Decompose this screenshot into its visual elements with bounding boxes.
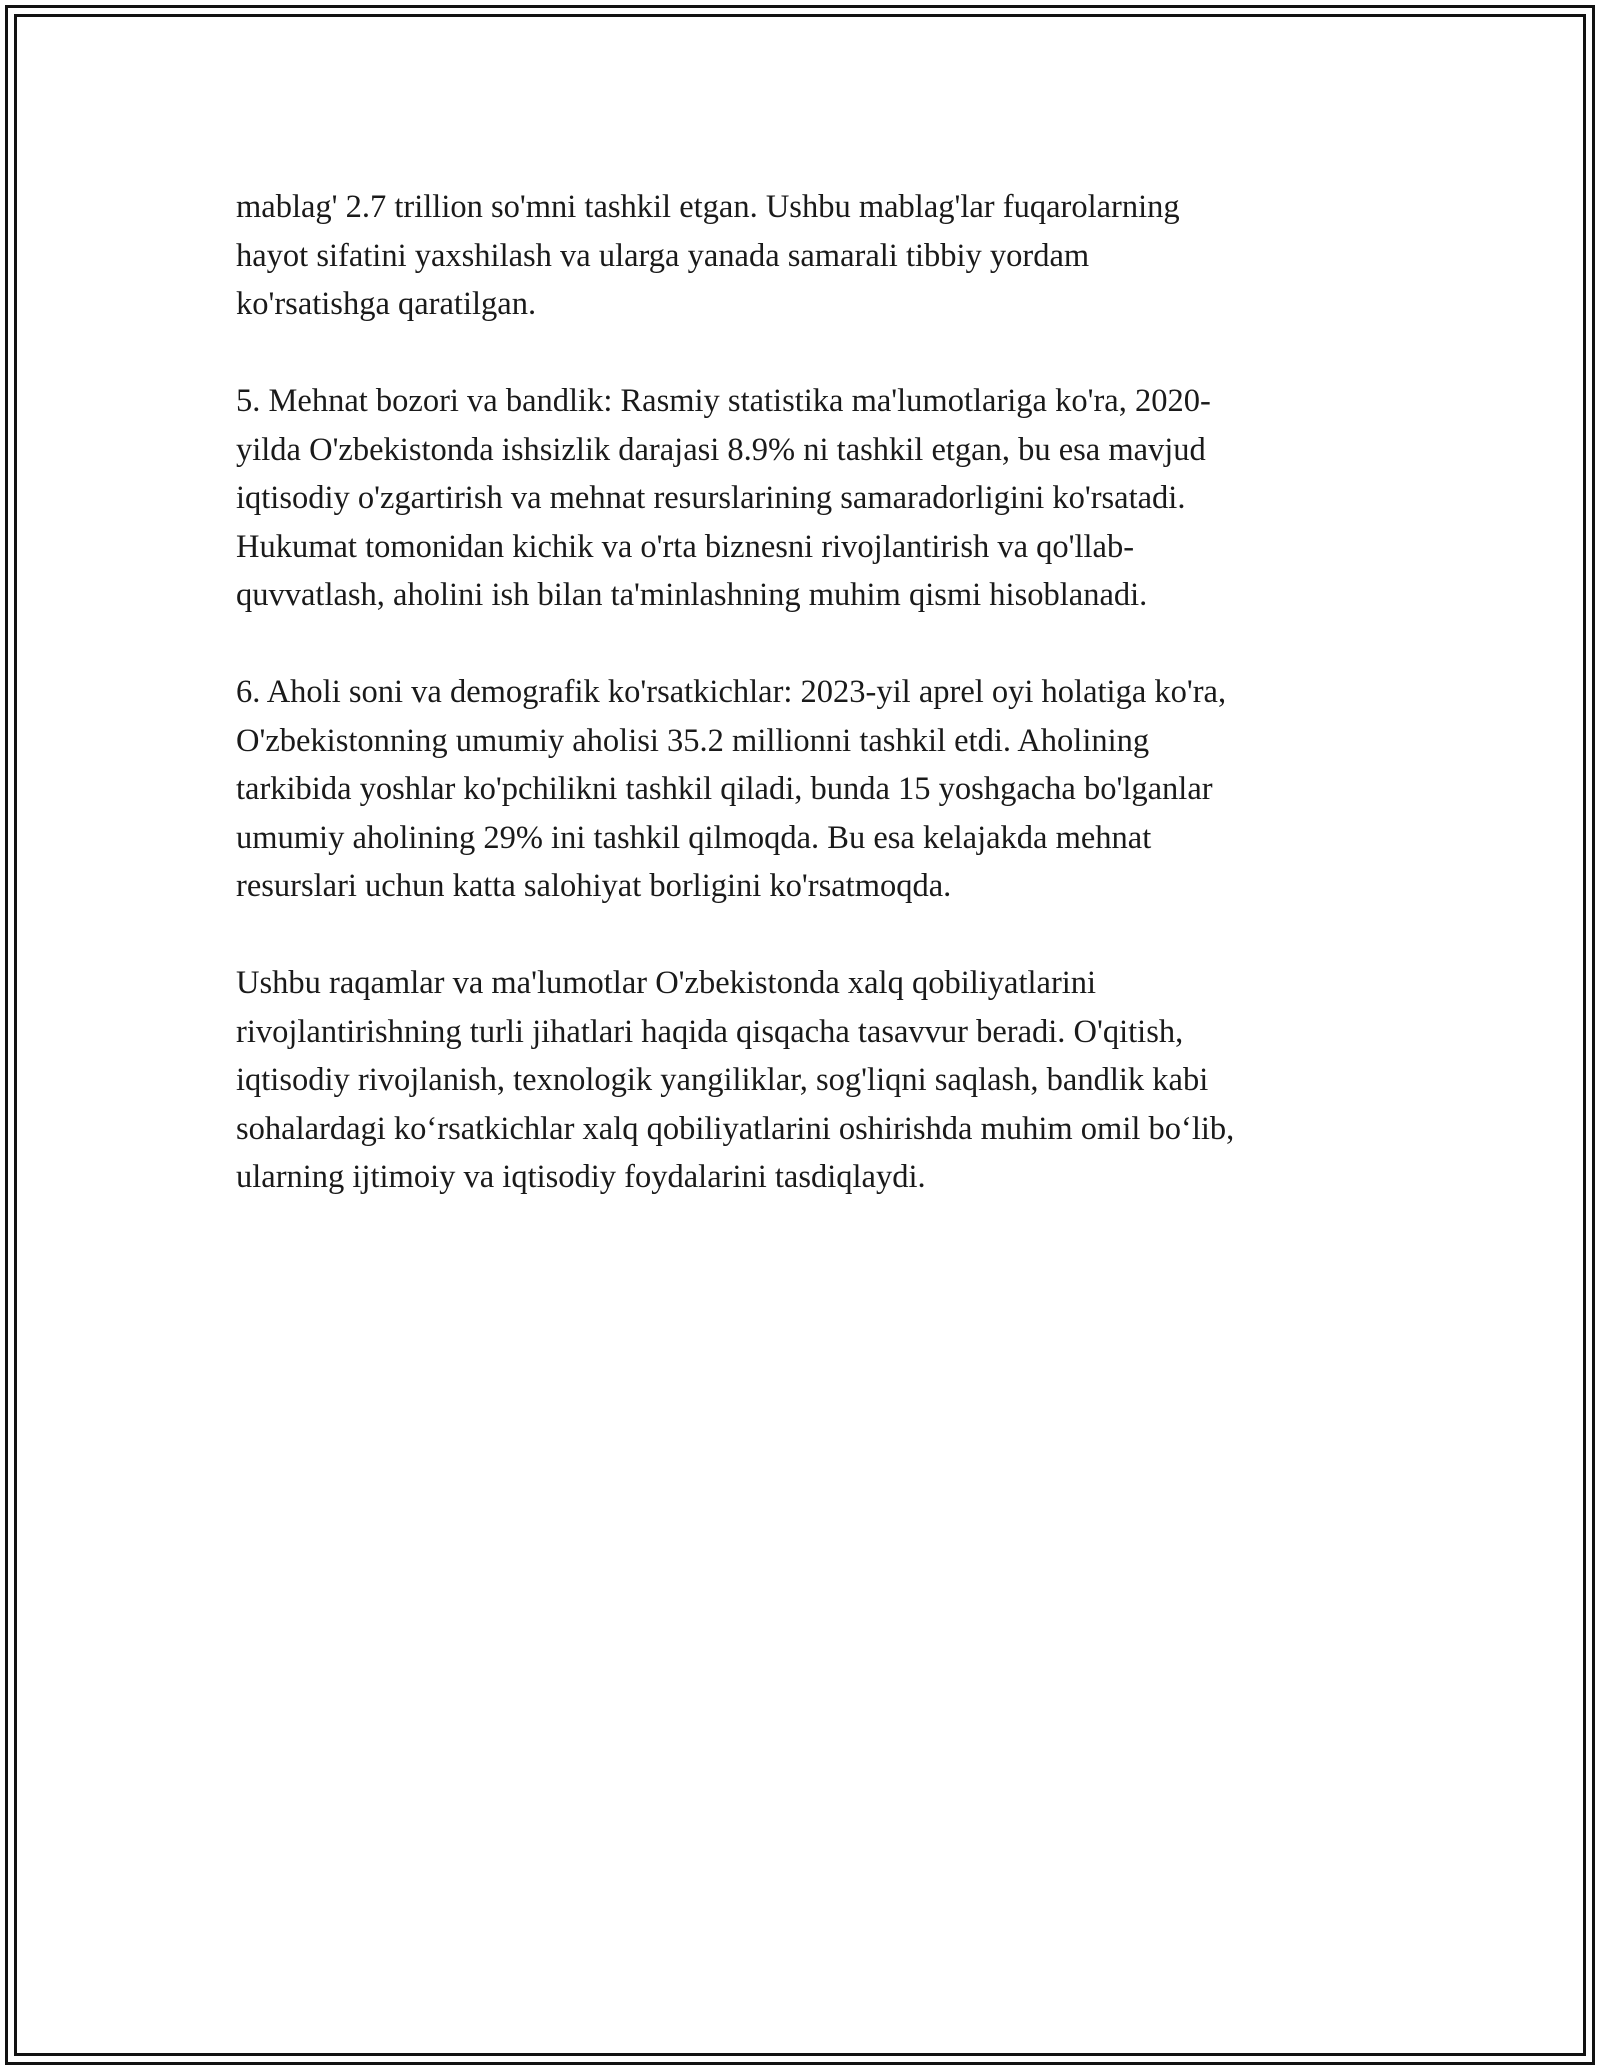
paragraph-conclusion: Ushbu raqamlar va ma'lumotlar O'zbekistonda xalq qobiliyatlarini rivojlantirishning turli jihatlari haqida qisqacha tasavvur beradi. O'qitish, iqtisodiy rivojlanish, texnologik yangiliklar, sog'liqni saqlash, bandlik kabi sohalardagi ko‘rsatkichlar xalq qobiliyatlarini oshirishda muhim omil bo‘lib, ularning ijtimoiy va iqtisodiy foydalarini tasdiqlaydi.: [236, 965, 1235, 1195]
document-body: [236, 183, 1366, 1250]
paragraph-population-demographics: 6. Aholi soni va demografik ko'rsatkichlar: 2023-yil aprel oyi holatiga ko'ra, O'zbekistonning umumiy aholisi 35.2 millionni tashkil etdi. Aholining tarkibida yoshlar ko'pchilikni tashkil qiladi, bunda 15 yoshgacha bo'lganlar umumiy aholining 29% ini tashkil qilmoqda. Bu esa kelajakda mehnat resurslari uchun katta salohiyat borligini ko'rsatmoqda.: [236, 674, 1227, 904]
paragraph-labor-market: 5. Mehnat bozori va bandlik: Rasmiy statistika ma'lumotlariga ko'ra, 2020- yilda O'zbekistonda ishsizlik darajasi 8.9% ni tashkil etgan, bu esa mavjud iqtisodiy o'zgartirish va mehnat resurslarining samaradorligini ko'rsatadi. Hukumat tomonidan kichik va o'rta biznesni rivojlantirish va qo'llab- quvvatlash, aholini ish bilan ta'minlashning muhim qismi hisoblanadi.: [236, 383, 1211, 613]
paragraph-funding-continuation: mablag' 2.7 trillion so'mni tashkil etgan. Ushbu mablag'lar fuqarolarning hayot sifatini yaxshilash va ularga yanada samarali tibbiy yordam ko'rsatishga qaratilgan.: [236, 189, 1180, 322]
